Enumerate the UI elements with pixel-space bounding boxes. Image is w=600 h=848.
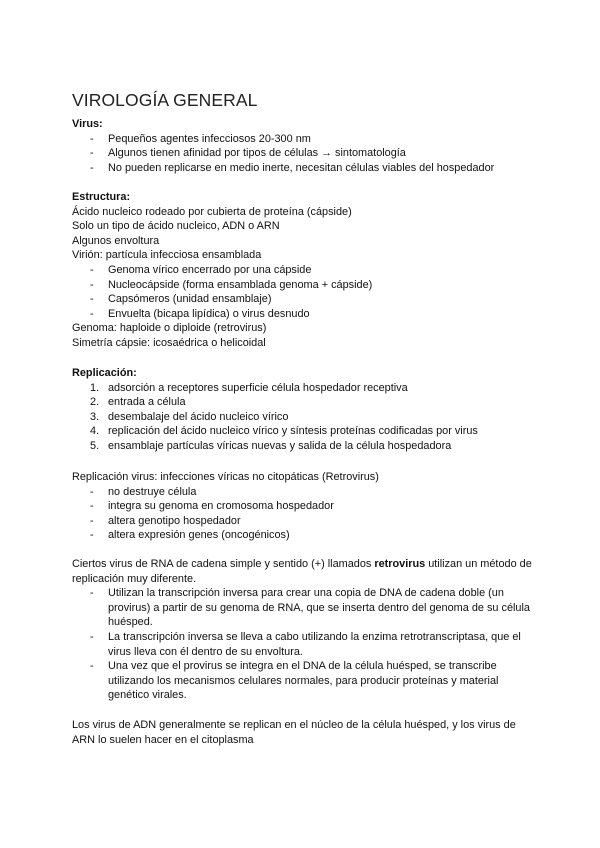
list-item: adsorción a receptores superficie célula hospedador receptiva [108, 381, 408, 394]
retrovirus-term: retrovirus [374, 558, 426, 570]
list-item: - Pequeños agentes infecciosos 20-300 nm [72, 132, 532, 147]
section-conclusion [72, 718, 532, 747]
list-item: - integra su genoma en cromosoma hospedador [72, 499, 532, 514]
list-item: - La transcripción inversa se lleva a cabo utilizando la enzima retrotranscriptasa, que el virus lleva con él dentro de su envoltura. [72, 630, 532, 659]
list-item: - altera genotipo hospedador [72, 514, 532, 529]
list-item: - no destruye célula [72, 485, 532, 500]
section-virus [72, 117, 532, 175]
list-item: - Utilizan la transcripción inversa para crear una copia de DNA de cadena doble (un provirus) a partir de su genoma de RNA, que se inserta dentro del genoma de su célula huésped. [72, 586, 532, 630]
replicacion-heading: Replicación: [72, 367, 137, 379]
conclusion-text: Los virus de ADN generalmente se replican en el núcleo de la célula huésped, y los virus de ARN lo suelen hacer en el citoplasma [72, 719, 516, 746]
list-item: replicación del ácido nucleico vírico y síntesis proteínas codificadas por virus [108, 425, 478, 438]
estructura-line: Solo un tipo de ácido nucleico, ADN o ARN [72, 220, 280, 233]
replicacion-steps [72, 381, 532, 454]
section-retrovirus [72, 557, 532, 703]
section-estructura [72, 190, 532, 351]
retrovirus-intro-text: utilizan un método de replicación muy diferente. [72, 558, 532, 585]
list-item: entrada a célula [108, 396, 186, 409]
retrovirus-list [72, 586, 532, 703]
virus-list [72, 132, 532, 176]
replicacion-virus-intro: Replicación virus: infecciones víricas no citopáticas (Retrovirus) [72, 471, 379, 483]
replicacion-virus-list [72, 485, 532, 543]
section-replicacion [72, 366, 532, 454]
page-title: VIROLOGÍA GENERAL [72, 90, 258, 110]
virus-heading: Virus: [72, 118, 103, 130]
list-item: - No pueden replicarse en medio inerte, necesitan células viables del hospedador [72, 161, 532, 176]
estructura-line: Simetría cápsie: icosaédrica o helicoidal [72, 336, 266, 349]
estructura-line: Virión: partícula infecciosa ensamblada [72, 249, 262, 262]
list-item: - Capsómeros (unidad ensamblaje) [72, 292, 532, 307]
estructura-line: Genoma: haploide o diploide (retrovirus) [72, 322, 267, 335]
retrovirus-intro [72, 557, 532, 586]
list-item: - Genoma vírico encerrado por una cápside [72, 263, 532, 278]
estructura-heading: Estructura: [72, 191, 131, 203]
estructura-line: Algunos envoltura [72, 234, 160, 247]
list-item: - Una vez que el provirus se integra en el DNA de la célula huésped, se transcribe utilizando los mecanismos celulares normales, para producir proteínas y material genético virales. [72, 659, 532, 703]
list-item: desembalaje del ácido nucleico vírico [108, 410, 289, 423]
section-replicacion-virus [72, 470, 532, 543]
estructura-list [72, 263, 532, 321]
list-item: - Algunos tienen afinidad por tipos de células → sintomatología [72, 146, 532, 161]
list-item: ensamblaje partículas víricas nuevas y salida de la célula hospedadora [108, 439, 452, 452]
list-item: - altera expresión genes (oncogénicos) [72, 528, 532, 543]
estructura-line: Ácido nucleico rodeado por cubierta de proteína (cápside) [72, 205, 352, 218]
list-item: - Nucleocápside (forma ensamblada genoma + cápside) [72, 278, 532, 293]
retrovirus-intro-text: Ciertos virus de RNA de cadena simple y sentido (+) llamados [72, 558, 375, 570]
list-item: - Envuelta (bicapa lipídica) o virus desnudo [72, 307, 532, 322]
